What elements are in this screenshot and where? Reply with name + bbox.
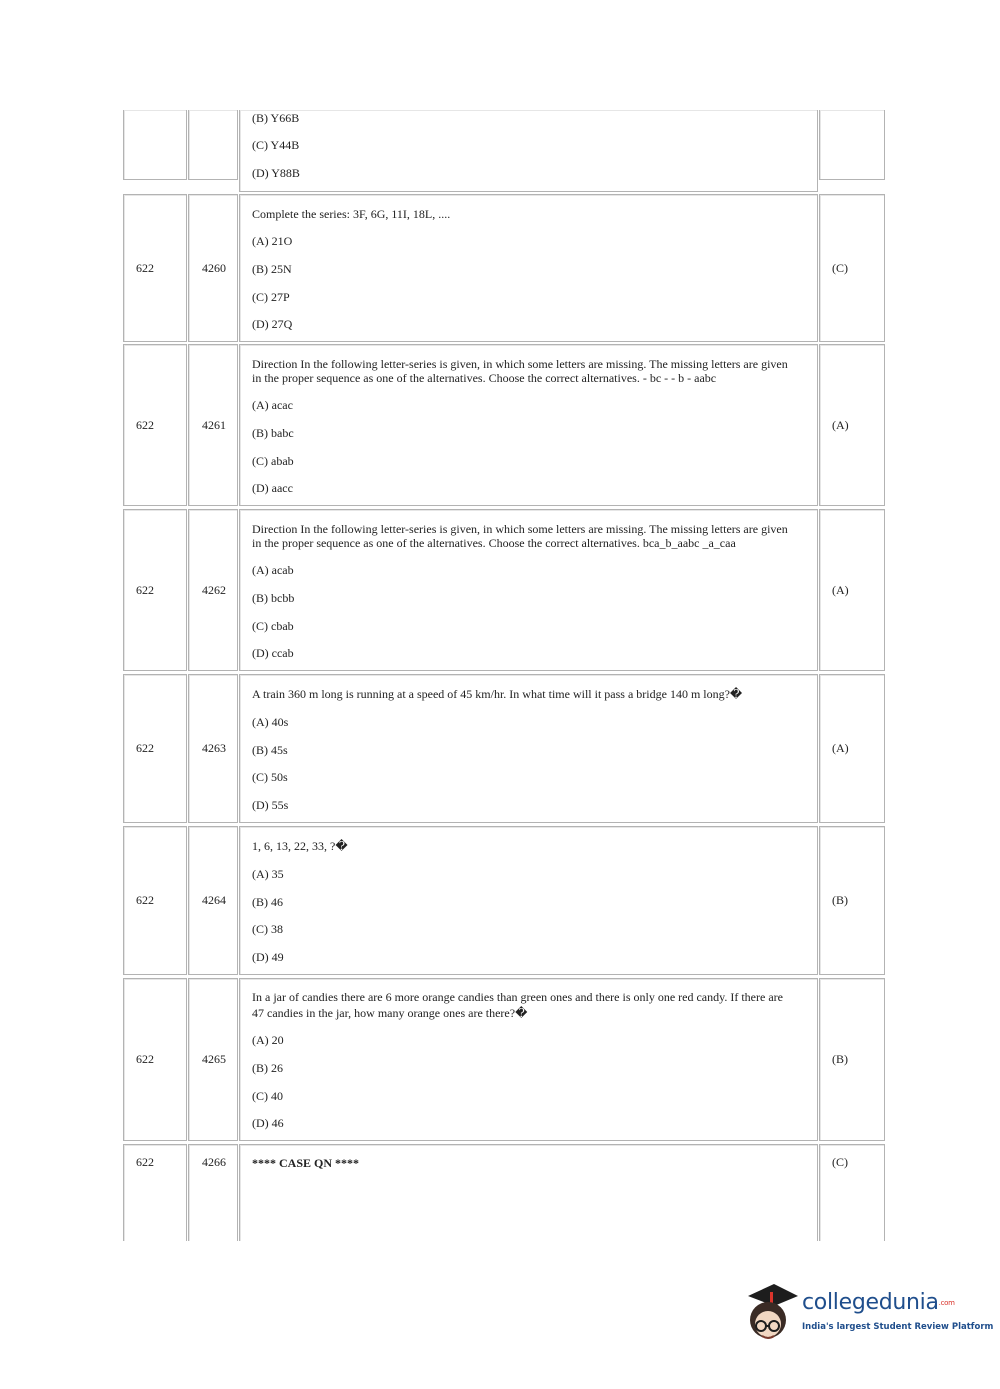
option: (A) 20: [252, 1033, 284, 1047]
answer-value: (C): [832, 1155, 848, 1169]
question-id: 4266: [202, 1155, 226, 1169]
question-text: Complete the series: 3F, 6G, 11I, 18L, ....: [252, 207, 451, 221]
option: (C) cbab: [252, 619, 294, 633]
option: (D) ccab: [252, 646, 294, 660]
question-cell: [239, 826, 818, 975]
option: (D) Y88B: [252, 166, 300, 180]
option: (C) 50s: [252, 770, 288, 784]
id-cell: [188, 509, 238, 671]
brand-tagline: India's largest Student Review Platform: [802, 1322, 994, 1332]
option: (D) 49: [252, 950, 284, 964]
table-row: [123, 826, 885, 975]
sn-value: 622: [136, 583, 154, 597]
brand-suffix: .com: [938, 1299, 955, 1307]
sn-value: 622: [136, 418, 154, 432]
question-text: 1, 6, 13, 22, 33, ?�: [252, 839, 348, 853]
sn-value: 622: [136, 1052, 154, 1066]
question-id: 4262: [202, 583, 226, 597]
id-cell: [188, 344, 238, 506]
table-row: [123, 1144, 885, 1241]
id-cell: [188, 110, 238, 180]
option: (B) bcbb: [252, 591, 295, 605]
answer-cell: [819, 344, 885, 506]
table-row: [123, 978, 885, 1141]
question-text-line: in the proper sequence as one of the alternatives. Choose the correct alternatives. bca_b_aabc _a_caa: [252, 536, 736, 550]
sn-value: 622: [136, 893, 154, 907]
question-text: **** CASE QN ****: [252, 1156, 360, 1170]
sn-cell: [123, 1144, 187, 1241]
option: (B) 45s: [252, 743, 288, 757]
option: (A) acab: [252, 563, 294, 577]
mascot-icon: [740, 1282, 800, 1350]
option: (B) 25N: [252, 262, 292, 276]
question-cell: [239, 194, 818, 342]
option: (C) 38: [252, 922, 283, 936]
option: (B) babc: [252, 426, 294, 440]
option: (C) 40: [252, 1089, 283, 1103]
option: (C) abab: [252, 454, 294, 468]
answer-value: (A): [832, 418, 849, 432]
answer-value: (C): [832, 261, 848, 275]
option: (D) 27Q: [252, 317, 293, 331]
id-cell: [188, 674, 238, 823]
sn-cell: [123, 978, 187, 1141]
sn-value: 622: [136, 1155, 154, 1169]
table-row: [123, 509, 885, 671]
answer-value: (A): [832, 741, 849, 755]
sn-cell: [123, 826, 187, 975]
sn-cell: [123, 344, 187, 506]
option: (B) Y66B: [252, 111, 300, 125]
sn-value: 622: [136, 261, 154, 275]
question-cell: [239, 509, 818, 671]
question-id: 4265: [202, 1052, 226, 1066]
table-row: [123, 674, 885, 823]
question-text-line: Direction In the following letter-series is given, in which some letters are missing. The missing letters are given: [252, 357, 788, 371]
id-cell: [188, 1144, 238, 1241]
option: (C) 27P: [252, 290, 290, 304]
answer-cell: [819, 674, 885, 823]
answer-value: (B): [832, 1052, 848, 1066]
answer-cell: [819, 194, 885, 342]
question-id: 4260: [202, 261, 226, 275]
question-id: 4261: [202, 418, 226, 432]
answer-cell: [819, 1144, 885, 1241]
answer-cell: [819, 509, 885, 671]
question-text-line: in the proper sequence as one of the alternatives. Choose the correct alternatives. - bc - - b - aabc: [252, 371, 717, 385]
question-text-line: Direction In the following letter-series is given, in which some letters are missing. The missing letters are given: [252, 522, 788, 536]
answer-cell: [819, 978, 885, 1141]
sn-value: 622: [136, 741, 154, 755]
question-cell: [239, 344, 818, 506]
table-row: [123, 110, 885, 180]
option: (A) 40s: [252, 715, 289, 729]
question-cell: [239, 110, 818, 192]
answer-value: (A): [832, 583, 849, 597]
collegedunia-logo: [740, 1282, 994, 1352]
id-cell: [188, 194, 238, 342]
question-text-line: 47 candies in the jar, how many orange ones are there?�: [252, 1006, 528, 1020]
option: (A) acac: [252, 398, 293, 412]
table-row: [123, 344, 885, 506]
answer-value: (B): [832, 893, 848, 907]
question-cell: [239, 1144, 818, 1241]
option: (D) 46: [252, 1116, 284, 1130]
option: (D) aacc: [252, 481, 293, 495]
option: (C) Y44B: [252, 138, 300, 152]
brand-name: [802, 1290, 955, 1315]
table-row: [123, 194, 885, 342]
option: (D) 55s: [252, 798, 289, 812]
sn-cell: [123, 509, 187, 671]
option: (A) 21O: [252, 234, 293, 248]
question-text: A train 360 m long is running at a speed of 45 km/hr. In what time will it pass a bridge 140 m long?�: [252, 687, 743, 701]
question-text-line: In a jar of candies there are 6 more orange candies than green ones and there is only one red candy. If there are: [252, 990, 783, 1004]
answer-cell: [819, 110, 885, 180]
sn-cell: [123, 110, 187, 180]
answer-cell: [819, 826, 885, 975]
question-cell: [239, 674, 818, 823]
option: (B) 46: [252, 895, 283, 909]
id-cell: [188, 826, 238, 975]
sn-cell: [123, 194, 187, 342]
question-id: 4264: [202, 893, 226, 907]
sn-cell: [123, 674, 187, 823]
id-cell: [188, 978, 238, 1141]
question-id: 4263: [202, 741, 226, 755]
question-cell: [239, 978, 818, 1141]
option: (A) 35: [252, 867, 284, 881]
brand-name-text: collegedunia: [802, 1290, 939, 1315]
option: (B) 26: [252, 1061, 283, 1075]
